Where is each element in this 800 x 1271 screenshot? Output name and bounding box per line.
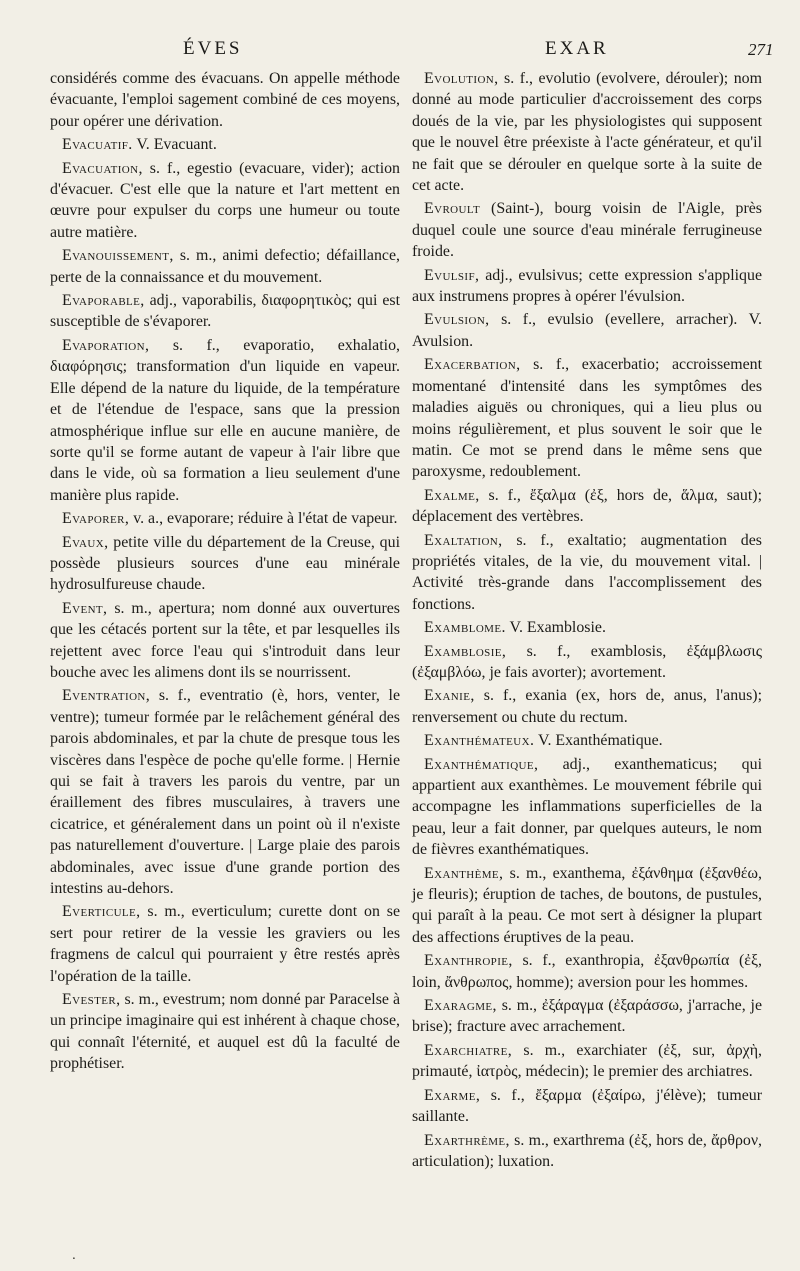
entry-definition: s. m., animi defectio; défaillance, perte de la connaissance et du mouvement. — [50, 247, 400, 286]
dictionary-entry — [412, 863, 762, 949]
dictionary-entry — [412, 995, 762, 1038]
running-header — [0, 38, 800, 68]
entry-definition: V. Examblosie. — [505, 619, 606, 637]
entry-definition: s. m., everticulum; curette dont on se sert pour retirer de la vessie les graviers ou les fragmens de calcul qui pourraient y être restés après l'opération de la taille. — [50, 903, 400, 985]
entry-definition: s. f., examblosis, ἐξάμβλωσις (ἐξαμβλόω, je fais avorter); avortement. — [412, 642, 762, 681]
entry-headword: Evulsion, — [424, 311, 490, 329]
entry-headword: Examblosie, — [424, 642, 507, 660]
entry-definition: s. m., apertura; nom donné aux ouvertures que les cétacés portent sur la tête, et par lesquelles ils rejettent avec force l'eau qui s'introduit dans leur bouche avec les alimens dont ils se nourrissent. — [50, 599, 400, 681]
entry-definition: s. f., ἔξαρμα (ἐξαίρω, j'élève); tumeur saillante. — [412, 1086, 762, 1126]
entry-definition: s. m., exanthema, ἐξάνθημα (ἐξανθέω, je fleuris); éruption de taches, de boutons, de pustules, qui paraît à la peau. Ce mot sert à désigner la plupart des affections éruptives de la peau. — [412, 864, 762, 946]
entry-headword: Exacerbation, — [424, 356, 521, 374]
entry-headword: Event, — [62, 599, 108, 617]
dictionary-entry — [412, 68, 762, 196]
entry-definition: s. m., evestrum; nom donné par Paracelse à un principe imaginaire qui est inhérent à chaque chose, qui connaît l'éternité, et auquel est dû la faculté de prophétiser. — [50, 991, 400, 1073]
dictionary-entry — [412, 309, 762, 352]
entry-definition: s. f., evolutio (evolvere, dérouler); nom donné au mode particulier d'accroissement des corps doués de la vie, par les physiologistes qui supposent que le nouvel être préexiste à l'acte générateur, et qu'il ne fait que se dérouler en quelque sorte à la suite de cet acte. — [412, 70, 762, 195]
entry-definition: v. a., evaporare; réduire à l'état de vapeur. — [129, 510, 398, 528]
entry-definition: s. f., eventratio (è, hors, venter, le ventre); tumeur formée par le relâchement général des parois abdominales, et par la chute de presque tous les viscères dans l'espèce de poche qu'elle forme. | Hernie qui se fait à travers les parois du ventre, par un éraillement des fibres musculaires, à travers une cicatrice, et généralement dans un point où il n'existe pas naturellement d'ouverture. | Large plaie des parois abdominales, avec issue d'une grande portion des intestins au-dehors. — [50, 687, 400, 898]
dictionary-entry — [50, 290, 400, 333]
dictionary-entry — [412, 617, 762, 638]
dictionary-entry — [50, 901, 400, 987]
entry-definition: s. f., evulsio (evellere, arracher). V. Avulsion. — [412, 311, 762, 350]
entry-headword: Exanthème, — [424, 864, 504, 882]
header-left-guideword: ÉVES — [183, 38, 243, 59]
entry-definition: adj., vaporabilis, διαφορητικὸς; qui est susceptible de s'évaporer. — [50, 292, 400, 331]
entry-definition: petite ville du département de la Creuse, qui possède plusieurs sources d'une eau minérale hydrosulfureuse chaude. — [50, 533, 400, 594]
entry-definition: adj., exanthematicus; qui appartient aux exanthèmes. Le mouvement fébrile qui accompagne les inflammations superficielles de la peau, leur a fait donner, par quelques auteurs, le nom de fièvres exanthématiques. — [412, 755, 762, 859]
dictionary-entry — [50, 598, 400, 684]
right-column — [412, 68, 762, 1174]
entry-definition: s. f., egestio (evacuare, vider); action d'évacuer. C'est elle que la nature et l'art mettent en œuvre pour expulser du corps une humeur ou toute autre matière. — [50, 159, 400, 241]
entry-headword: Exarchiatre, — [424, 1041, 513, 1059]
entry-definition: (Saint-), bourg voisin de l'Aigle, près duquel coule une source d'eau minérale ferrugineuse froide. — [412, 200, 762, 261]
entry-headword: Exanthropie, — [424, 952, 513, 970]
dictionary-entry — [412, 641, 762, 684]
dictionary-entry — [50, 508, 400, 529]
dictionary-entry — [412, 950, 762, 993]
entry-definition: s. f., exacerbatio; accroissement momentané d'intensité dans les symptômes des maladies aiguës ou chroniques, qui a lieu plus ou moins régulièrement, et plus souvent le soir que le matin. Ce mot se prend dans le même sens que paroxysme, redoublement. — [412, 356, 762, 481]
dictionary-entry — [412, 265, 762, 308]
entry-headword: Evanouissement, — [62, 247, 174, 265]
entry-headword: Exaltation, — [424, 531, 503, 549]
entry-definition: s. f., ἔξαλμα (ἐξ, hors de, ἅλμα, saut); déplacement des vertèbres. — [412, 486, 762, 526]
entry-headword: Evacuatif. — [62, 136, 133, 154]
entry-headword: Exanie, — [424, 687, 475, 705]
entry-headword: Evolution, — [424, 70, 499, 87]
entry-definition: s. f., exanthropia, ἐξανθρωπία (ἐξ, loin, ἄνθρωπος, homme); aversion pour les hommes. — [412, 952, 762, 991]
entry-definition: considérés comme des évacuans. On appelle méthode évacuante, l'emploi sagement combiné de ces moyens, pour opérer une dérivation. — [50, 70, 400, 130]
dictionary-entry — [412, 530, 762, 616]
entry-headword: Exaragme, — [424, 997, 497, 1015]
entry-headword: Evulsif, — [424, 266, 480, 284]
entry-headword: Everticule, — [62, 903, 141, 921]
dictionary-entry — [50, 335, 400, 506]
entry-definition: adj., evulsivus; cette expression s'applique aux instrumens propres à opérer l'évulsion. — [412, 266, 762, 306]
entry-definition: s. m., ἐξάραγμα (ἐξαράσσω, j'arrache, je brise); fracture avec arrachement. — [412, 997, 762, 1036]
dictionary-entry — [412, 1085, 762, 1128]
dictionary-entry — [412, 1130, 762, 1173]
dictionary-entry — [50, 158, 400, 244]
dictionary-entry — [50, 68, 400, 132]
header-right-guideword: EXAR — [545, 38, 609, 59]
entry-headword: Eventration, — [62, 687, 151, 705]
dictionary-entry — [412, 354, 762, 482]
entry-headword: Evacuation, — [62, 159, 143, 177]
dictionary-entry — [412, 754, 762, 861]
entry-headword: Evester, — [62, 991, 121, 1009]
entry-headword: Exalme, — [424, 486, 480, 504]
dictionary-entry — [412, 685, 762, 728]
dictionary-entry — [412, 730, 762, 751]
entry-headword: Evaporer, — [62, 510, 130, 528]
entry-definition: s. f., exaltatio; augmentation des propriétés vitales, de la vie, du mouvement vital. | Activité très-grande dans l'accomplissement des fonctions. — [412, 531, 762, 613]
entry-headword: Evaporation, — [62, 336, 150, 354]
page-number: 271 — [748, 40, 774, 59]
left-column — [50, 68, 400, 1077]
entry-definition: V. Evacuant. — [132, 136, 217, 154]
dictionary-entry — [412, 1040, 762, 1083]
entry-headword: Evaporable, — [62, 292, 145, 310]
dictionary-entry — [50, 532, 400, 596]
entry-definition: s. m., exarthrema (ἐξ, hors de, ἄρθρον, articulation); luxation. — [412, 1131, 762, 1170]
dictionary-entry — [50, 134, 400, 155]
entry-headword: Exarme, — [424, 1086, 481, 1104]
dictionary-entry — [50, 245, 400, 288]
entry-headword: Exarthrème, — [424, 1131, 510, 1149]
entry-definition: s. f., evaporatio, exhalatio, διαφόρησις; transformation d'un liquide en vapeur. Elle dépend de la nature du liquide, de la température et de l'étendue de l'espace, sans que la pression atmosphérique influe sur elle en aucune manière, de sorte qu'il se forme autant de vapeur à l'air libre que dans le vide, où sa formation a lieu seulement d'une manière plus rapide. — [50, 336, 400, 504]
entry-headword: Examblome. — [424, 619, 506, 637]
entry-headword: Evroult — [424, 200, 481, 218]
dictionary-entry — [50, 685, 400, 899]
dictionary-entry — [50, 989, 400, 1075]
dictionary-entry — [412, 198, 762, 262]
entry-headword: Exanthémateux. — [424, 732, 535, 750]
entry-definition: s. f., exania (ex, hors de, anus, l'anus); renversement ou chute du rectum. — [412, 687, 762, 726]
footer-mark: . — [72, 1248, 76, 1262]
entry-definition: s. m., exarchiater (ἐξ, sur, ἀρχὴ, primauté, ἰατρὸς, médecin); le premier des archiatres. — [412, 1041, 762, 1081]
entry-headword: Exanthématique, — [424, 755, 539, 773]
entry-headword: Evaux, — [62, 533, 109, 551]
dictionary-entry — [412, 485, 762, 528]
entry-definition: V. Exanthématique. — [534, 732, 663, 750]
